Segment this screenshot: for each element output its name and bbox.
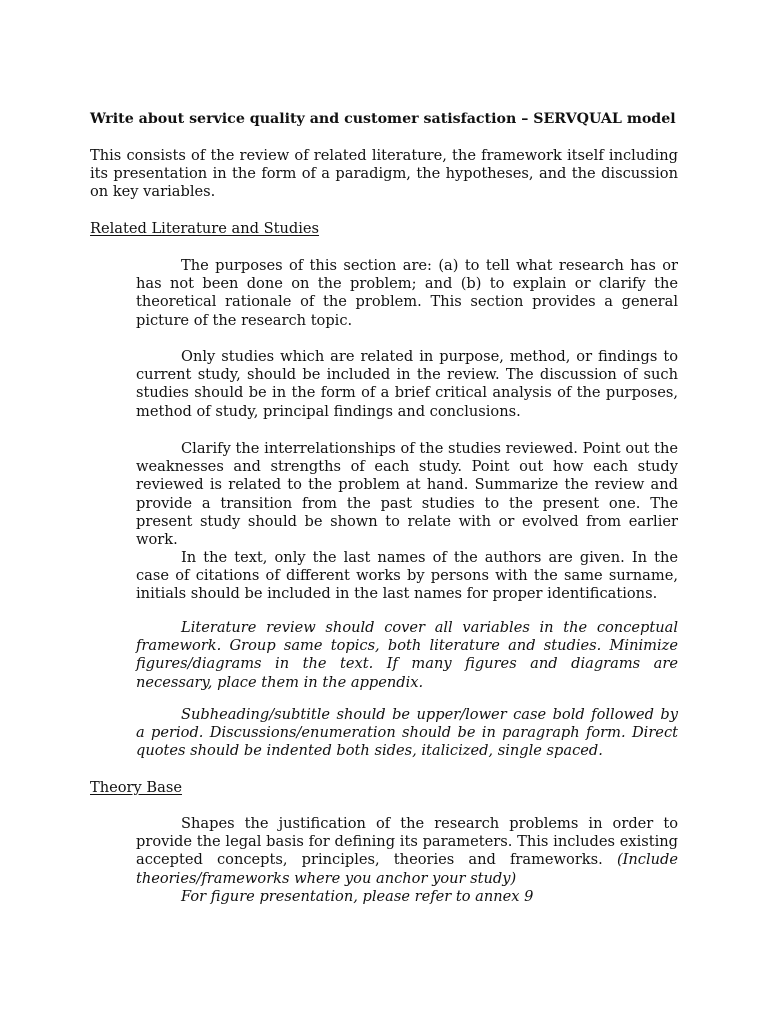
related-paragraph-1: The purposes of this section are: (a) to tell what research has or has not been done on the problem; and (b) to explain or clarify the theoretical rationale of the problem. This section provides a general picture of the research topic. bbox=[136, 257, 678, 329]
related-italic-note-2: Subheading/subtitle should be upper/lower case bold followed by a period. Discussions/enumeration should be in paragraph form. Direct quotes should be indented both sides, italicized, single spaced. bbox=[136, 706, 678, 760]
theory-paragraph-italic-note: (Include theories/frameworks where you anchor your study) bbox=[136, 851, 679, 887]
theory-paragraph-main: Shapes the justification of the research problems in order to provide the legal basis for defining its parameters. This includes existing accepted concepts, principles, theories and frameworks. bbox=[136, 815, 678, 869]
related-paragraph-2: Only studies which are related in purpose, method, or findings to current study, should be included in the review. The discussion of such studies should be in the form of a brief critical analysis of the purposes, method of study, principal findings and conclusions. bbox=[136, 348, 678, 420]
related-paragraph-4: In the text, only the last names of the authors are given. In the case of citations of different works by persons with the same surname, initials should be included in the last names for proper identifications. bbox=[136, 549, 678, 603]
figure-presentation-note: For figure presentation, please refer to annex 9 bbox=[181, 888, 534, 905]
related-italic-note-1: Literature review should cover all variables in the conceptual framework. Group same topics, both literature and studies. Minimize figures/diagrams in the text. If many figures and diagrams are necessary, place them in the appendix. bbox=[136, 619, 678, 691]
intro-paragraph: This consists of the review of related literature, the framework itself including its presentation in the form of a paradigm, the hypotheses, and the discussion on key variables. bbox=[90, 147, 678, 201]
document-title: Write about service quality and customer satisfaction – SERVQUAL model bbox=[90, 111, 676, 127]
theory-paragraph bbox=[136, 815, 678, 888]
related-paragraph-3: Clarify the interrelationships of the studies reviewed. Point out the weaknesses and strengths of each study. Point out how each study reviewed is related to the problem at hand. Summarize the review and provide a transition from the past studies to the present one. The present study should be shown to relate with or evolved from earlier work. bbox=[136, 440, 678, 549]
section-heading-related-literature: Related Literature and Studies bbox=[90, 220, 320, 237]
section-heading-theory-base: Theory Base bbox=[90, 779, 182, 796]
